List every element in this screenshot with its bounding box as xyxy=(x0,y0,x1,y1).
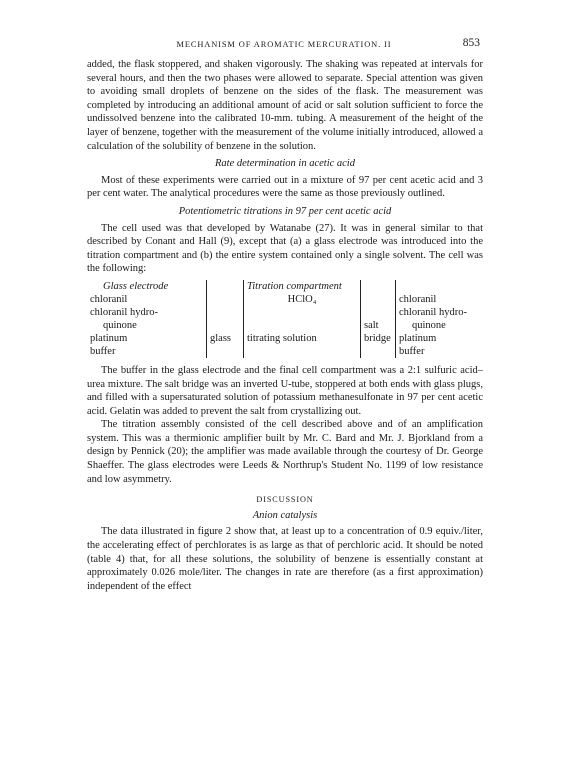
titrating-solution-label: titrating solution xyxy=(244,332,361,345)
glass-label: glass xyxy=(207,332,244,345)
left-chloranil: chloranil xyxy=(90,293,128,305)
paragraph-solubility: added, the flask stoppered, and shaken vigorously. The shaking was repeated at intervals for several hours, and then the two phases were allowed to separate. Special attention was given to avoiding small droplets of benzene on the sides of the flask. The measurement was completed by introducing an additional amount of acid or salt solution sufficient to force the undissolved benzene into the calibrated 10-mm. tubing. A measurement of the height of the layer of benzene, together with the measurement of the volume initially introduced, allowed a calculation of the solubility of benzene in the solution. xyxy=(87,59,483,152)
paragraph-buffer: The buffer in the glass electrode and the final cell compartment was a 2:1 sulfuric acid–urea mixture. The salt bridge was an inverted U-tube, stoppered at both ends with glass plugs, and filled with a supersaturated solution of potassium methanesulfonate in 97 per cent acetic acid. Gelatin was added to prevent the salt from crystallizing out. xyxy=(87,364,483,417)
cell-diagram-table xyxy=(87,280,483,358)
table-cell xyxy=(244,345,361,358)
paragraph-rate-determination: Most of these experiments were carried out in a mixture of 97 per cent acetic acid and 3 per cent water. The analytical procedures were the same as those previously outlined. xyxy=(87,174,483,200)
table-cell xyxy=(361,293,396,306)
right-chloranil: chloranil xyxy=(396,293,484,306)
table-cell xyxy=(207,319,244,332)
table-row xyxy=(87,293,483,306)
right-platinum: platinum xyxy=(396,332,484,345)
subheading-anion-catalysis: Anion catalysis xyxy=(252,509,318,521)
left-quinone: quinone xyxy=(103,319,137,331)
salt-label: salt xyxy=(361,319,396,332)
bridge-label: bridge xyxy=(361,332,396,345)
right-buffer: buffer xyxy=(396,345,484,358)
table-row xyxy=(87,280,483,293)
paragraph-titration-assembly: The titration assembly consisted of the cell described above and of an amplification system. This was a thermionic amplifier built by Mr. C. Bard and Mr. J. Bjorkland from a design by Pennick (20); the amplifier was made available through the courtesy of Dr. George Shaeffer. The glass electrodes were Leeds & Northrup's Student No. 1199 of low resistance and low asymmetry. xyxy=(87,419,483,485)
left-platinum: platinum xyxy=(90,332,128,344)
running-title: MECHANISM OF AROMATIC MERCURATION. II xyxy=(176,40,392,49)
body-text xyxy=(87,58,483,593)
table-row xyxy=(87,332,483,345)
paragraph-anion-catalysis: The data illustrated in figure 2 show that, at least up to a concentration of 0.9 equiv./liter, the accelerating effect of perchlorates is as large as that of perchloric acid. It should be noted (table 4) that, for all these solutions, the solubility of benzene is essentially constant at approximately 0.026 mole/liter. The changes in rate are therefore (as a first approximation) independent of the effect xyxy=(87,526,483,592)
subheading-rate-determination: Rate determination in acetic acid xyxy=(215,158,355,170)
table-cell xyxy=(207,306,244,319)
table-cell xyxy=(207,345,244,358)
table-row xyxy=(87,345,483,358)
right-quinone: quinone xyxy=(396,319,484,332)
table-cell xyxy=(207,293,244,306)
hclo4-label: HClO₄ xyxy=(244,293,361,306)
paragraph-cell-description: The cell used was that developed by Watanabe (27). It was in general similar to that described by Conant and Hall (9), except that (a) a glass electrode was introduced into the titration compartment and (b) the entire system contained only a single solvent. The cell was the following: xyxy=(87,222,483,275)
titration-compartment-header: Titration compartment xyxy=(244,280,361,293)
left-buffer: buffer xyxy=(90,345,116,357)
subheading-potentiometric-titrations: Potentiometric titrations in 97 per cent acetic acid xyxy=(178,205,392,217)
table-cell xyxy=(361,306,396,319)
table-cell xyxy=(244,306,361,319)
table-cell xyxy=(361,280,396,293)
left-chloranil-hydro: chloranil hydro- xyxy=(90,306,158,318)
table-cell xyxy=(207,280,244,293)
table-cell xyxy=(244,319,361,332)
glass-electrode-header: Glass electrode xyxy=(103,280,169,292)
section-heading-discussion: DISCUSSION xyxy=(256,495,314,505)
right-chloranil-hydro: chloranil hydro- xyxy=(396,306,484,319)
table-row xyxy=(87,319,483,332)
table-cell xyxy=(361,345,396,358)
table-row xyxy=(87,306,483,319)
page-number: 853 xyxy=(462,37,480,49)
table-cell xyxy=(396,280,484,293)
